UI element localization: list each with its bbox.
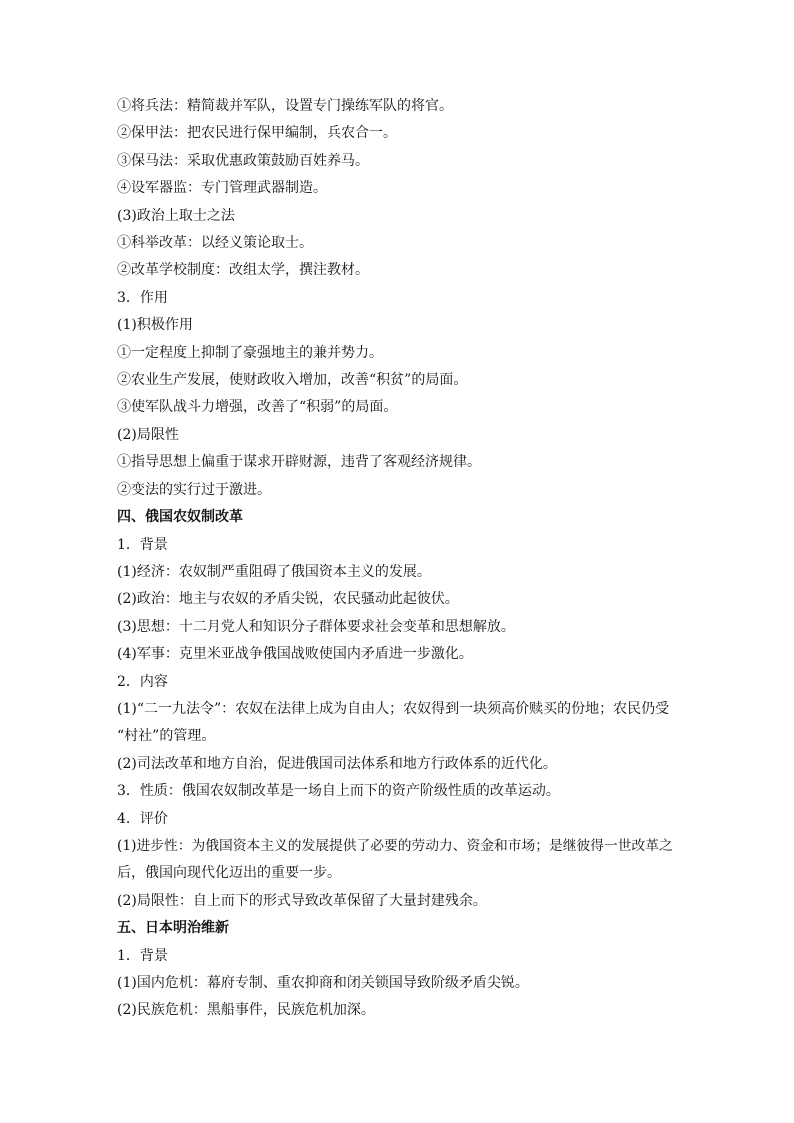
text-line: ③保马法：采取优惠政策鼓励百姓养马。 [117,152,369,169]
text-line: 后，俄国向现代化迈出的重要一步。 [117,865,341,882]
text-line: ②农业生产发展，使财政收入增加，改善“积贫”的局面。 [117,372,468,389]
text-line: (2)民族危机：黑船事件，民族危机加深。 [117,1002,375,1019]
text-line: 3．性质：俄国农奴制改革是一场自上而下的资产阶级性质的改革运动。 [117,783,560,800]
text-line: (1)进步性：为俄国资本主义的发展提供了必要的劳动力、资金和市场；是继彼得一世改革之 [117,837,673,854]
text-line: (1)“二一九法令”：农奴在法律上成为自由人；农奴得到一块须高价赎买的份地；农民仍受 [117,700,670,717]
text-line: ②变法的实行过于激进。 [117,481,271,498]
text-line: ①一定程度上抑制了豪强地主的兼并势力。 [117,344,383,361]
text-line: ①将兵法：精简裁并军队，设置专门操练军队的将官。 [117,98,453,114]
section-heading: 四、俄国农奴制改革 [117,509,243,526]
text-line: (2)政治：地主与农奴的矛盾尖锐，农民骚动此起彼伏。 [117,591,459,608]
text-line: “村社”的管理。 [117,728,216,745]
text-line: 3．作用 [117,289,168,306]
text-line: 1．背景 [117,947,168,964]
document-page [117,93,682,1025]
text-line: (3)思想：十二月党人和知识分子群体要求社会变革和思想解放。 [117,618,515,635]
text-line: ②改革学校制度：改组太学，撰注教材。 [117,262,369,279]
text-line: (3)政治上取士之法 [117,207,235,224]
text-line: ①科举改革：以经义策论取士。 [117,235,313,252]
text-line: (1)经济：农奴制严重阻碍了俄国资本主义的发展。 [117,563,431,580]
text-line: ③使军队战斗力增强，改善了“积弱”的局面。 [117,399,398,416]
text-line: (1)国内危机：幕府专制、重农抑商和闭关锁国导致阶级矛盾尖锐。 [117,975,529,991]
text-line: (1)积极作用 [117,317,193,334]
text-line: ④设军器监：专门管理武器制造。 [117,180,327,197]
text-line: (4)军事：克里米亚战争俄国战败使国内矛盾进一步激化。 [117,646,473,663]
text-line: 2．内容 [117,673,168,690]
text-line: 1．背景 [117,536,168,553]
section-heading: 五、日本明治维新 [117,920,229,937]
text-line: (2)司法改革和地方自治，促进俄国司法体系和地方行政体系的近代化。 [117,755,557,772]
text-line: 4．评价 [117,810,168,827]
text-line: (2)局限性：自上而下的形式导致改革保留了大量封建残余。 [117,892,487,909]
text-line: ②保甲法：把农民进行保甲编制，兵农合一。 [117,125,397,142]
text-line: (2)局限性 [117,426,179,443]
text-line: ①指导思想上偏重于谋求开辟财源，违背了客观经济规律。 [117,454,481,471]
